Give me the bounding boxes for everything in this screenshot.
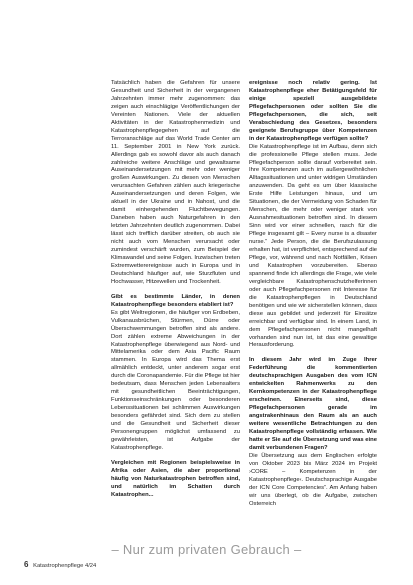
interview-question: Gibt es bestimmte Länder, in denen Katastrophenpflege besonders etabliert ist? bbox=[111, 293, 240, 308]
right-column bbox=[249, 80, 377, 509]
page-number: 6 bbox=[24, 560, 29, 569]
watermark: – Nur zum privaten Gebrauch – bbox=[111, 542, 302, 557]
running-title: Katastrophenpflege 4/24 bbox=[33, 563, 97, 569]
body-paragraph: Tatsächlich haben die Gefahren für unsere Gesundheit und Sicherheit in der vergangenen Jahrzehnten immer mehr zugenommen: das zeigen auch einschlägige Veröffentlichungen der Vereinten Nationen. Viele der aktuellen Aktivitäten in der Katastrophenmedizin und Katastrophenpflegegehen auf die Terroranschläge auf das World Trade Center am 11. September 2001 in New York zurück. Allerdings gab es sowohl davor als auch danach zahlreiche weitere Anschläge und gewaltsame Auseinandersetzungen mit mehr oder weniger großen Auswirkungen. Zu diesen von Menschen verursachten Gefahren zählen auch kriegerische Auseinandersetzungen und deren Folgen, wie aktuell in der Ukraine und in Nahost, und die damit einhergehenden Fluchtbewegungen. Daneben haben auch Naturgefahren in den letzten Jahrzehnten deutlich zugenommen. Dabei lässt sich trefflich darüber streiten, ob auch sie nicht auch vom Menschen verursacht oder zumindest verschärft wurden, zum Beispiel der Klimawandel und seine Folgen. Inzwischen treten Extremwetterereignisse auch in Europa und in Deutschland häufiger auf, wie Sturzfluten und Hochwasser, Hitzewellen und Trockenheit. bbox=[111, 80, 240, 285]
body-paragraph: Die Übersetzung aus dem Englischen erfolgte von Oktober 2023 bis März 2024 im Projekt ›CORE – Kompetenzen in der Katastrophenpflege‹. Deutschsprachige Ausgabe der ICN Core Competencies“. Am Anfang haben wir uns überlegt, ob die Aufgabe, zwischen Osterreich bbox=[249, 452, 377, 507]
interview-question: In diesem Jahr wird im Zuge Ihrer Federführung die kommentierten deutschsprachigen Ausgaben des vom ICN entwickelten Rahmenwerks zu den Kernkompetenzen in der Katastrophenpflege erscheinen. Einerseits sind, diese Pflegefachpersonen gerade im angstrakenhinaus den Raum als an auch weitere wesentliche Betrachtungen zu den Katastrophenpflege vollständig erfassen. Wie hatte er Sie auf die Übersetzung und was eine damit verbundenen Fragen? bbox=[249, 357, 377, 451]
page-footer bbox=[24, 560, 96, 569]
body-paragraph: Es gibt Weltregionen, die häufiger von Erdbeben, Vulkanausbrüchen, Stürmen, Dürre oder Überschwemmungen betroffen sind als andere. Dort zählen extreme Abweichungen in der Katastrophenpflege überwiegend aus Nord- und Mittelamerika oder dem Asia Pacific Raum stammen. In Europa wird das Thema erst allmählich entdeckt, unter anderem sogar erst durch die Coronapandemie. Für die Pflege ist hier bedeutsam, dass Menschen jeden Lebensalters mit gesundheitlichen Beeinträchtigungen, Funktionseinschränkungen oder besonderen Lebenssituationen bei schlimmen Auswirkungen besonders gefährdet sind. Sich dem zu stellen und die Gesundheit und Sicherheit dieser Personengruppen möglichst umfassend zu gewährleisten, ist Aufgabe der Katastrophenpflege. bbox=[111, 309, 240, 451]
interview-question: Vergleichen mit Regionen beispielsweise in Afrika oder Asien, die aber proportional häufig von Naturkatastrophen betroffen sind, und natürlich im Schatten durch Katastrophen... bbox=[111, 459, 240, 498]
interview-question: ereignisse noch relativ gering. Ist Katastrophenpflege eher Betätigungsfeld für einige speziell ausgebildete Pflegefachpersonen oder sollten Sie die Pflegefachpersonen, die sich, seit Verabschiedung des Gesetzes, besonders geeignete Berufsgruppe über Kompetenzen in der Katastrophenpflege verfügen sollte? bbox=[249, 80, 377, 142]
left-column bbox=[111, 80, 240, 500]
body-paragraph: Die Katastrophenpflege ist im Aufbau, denn sich die professionelle Pflege stellen muss. Jede Pflegefachperson sollte darauf vorbereitet sein. Ihre Kompetenzen auch im außergewöhnlichen Alltagssituationen und unter widrigen Umständen anzuwenden. Da geht es um über klassische Erste Hilfe Leistungen hinaus, und um Situationen, die der Vermeidung von Schaden für Menschen, die mehr oder weniger stark von Ausnahmesituationen betroffen sind. In diesem Sinn wird vor einer schnellen, rasch für die Pflege insgesamt gilt – Every nurse is a disaster nurse.“ Jede Person, die die Berufszulassung erhalten hat, ist verpflichtet, entsprechend auf die Pflege, vor, während und nach Notfällen, Krisen und Katastrophen vorzubereiten. Ebenso spannend finde ich allerdings die Frage, wie viele vergleichbare Katastrophenschutzhelferinnen oder auch Pflegefachpersonen mit Interesse für die Katastrophenpflegen in Deutschland benötigen und wie wir sicherstellen können, dass diese aus gebildet und jederzeit für Einsätze erreichbar und verfügbar sind. In einem Land, in dem Pflegefachpersonen nicht mangelhaft vorhanden sind nun ist, ist das eine gewaltige Herausforderung. bbox=[249, 143, 377, 349]
